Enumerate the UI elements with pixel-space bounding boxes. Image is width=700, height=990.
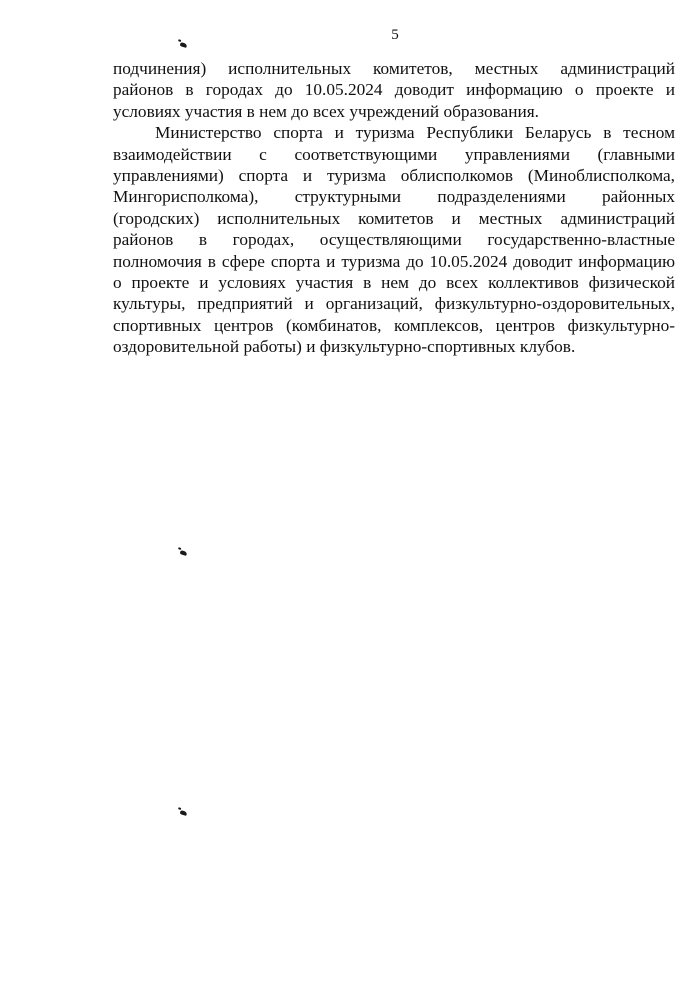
document-body xyxy=(113,58,675,358)
text-line: полномочия в сфере спорта и туризма до 10.05.2024 доводит информацию xyxy=(113,251,675,271)
paragraph-ministry xyxy=(113,122,675,357)
text-line: управлениями) спорта и туризма облисполкомов (Миноблисполкома, xyxy=(113,166,675,186)
text-line: Мингорисполкома), структурными подразделениями районных xyxy=(113,187,675,207)
text-line: районов в городах, осуществляющими государственно-властные xyxy=(113,230,675,250)
text-line: условиях участия в нем до всех учреждений образования. xyxy=(113,101,539,121)
text-line: взаимодействии с соответствующими управлениями (главными xyxy=(113,144,675,164)
scan-hole-mark-bottom xyxy=(180,810,188,816)
page-number: 5 xyxy=(391,27,399,43)
text-line: спортивных центров (комбинатов, комплексов, центров физкультурно- xyxy=(113,315,675,335)
text-line: районов в городах до 10.05.2024 доводит информацию о проекте и xyxy=(113,80,675,100)
text-line: оздоровительной работы) и физкультурно-спортивных клубов. xyxy=(113,337,576,357)
text-line: о проекте и условиях участия в нем до всех коллективов физической xyxy=(113,273,675,293)
text-line: (городских) исполнительных комитетов и местных администраций xyxy=(113,208,675,228)
text-line: культуры, предприятий и организаций, физкультурно-оздоровительных, xyxy=(113,294,675,314)
scan-hole-mark-middle xyxy=(180,550,188,556)
text-line: Министерство спорта и туризма Республики Беларусь в тесном xyxy=(155,123,675,143)
text-line: подчинения) исполнительных комитетов, местных администраций xyxy=(113,59,675,78)
paragraph-continued xyxy=(113,58,675,122)
